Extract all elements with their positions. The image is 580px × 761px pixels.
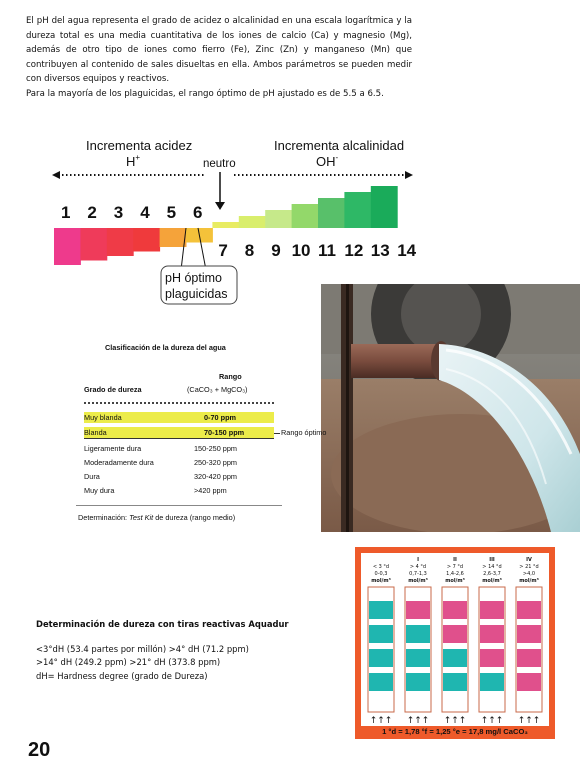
row-range: 250-320 ppm (194, 458, 238, 467)
ph-bar (212, 222, 239, 228)
acidity-ion: H+ (126, 153, 141, 169)
table-row (76, 427, 327, 439)
row-range: >420 ppm (194, 486, 227, 495)
ph-number: 14 (397, 241, 417, 260)
page-number: 20 (28, 739, 51, 761)
svg-text:mol/m³: mol/m³ (408, 578, 428, 584)
alkalinity-label: Incrementa alcalinidad (274, 138, 405, 153)
row-range: 150-250 ppm (194, 444, 238, 453)
row-grade: Muy blanda (84, 413, 122, 422)
strip-pad (369, 649, 393, 667)
svg-text:mol/m³: mol/m³ (445, 578, 465, 584)
strip-pad (443, 625, 467, 643)
strip-pad (406, 625, 430, 643)
range-formula: (CaCO₃ + MgCO₃) (187, 385, 248, 394)
intro-paragraph-2: Para la mayoría de los plaguicidas, el rango óptimo de pH ajustado es de 5.5 a 6.5. (26, 88, 384, 99)
neutral-label: neutro (203, 158, 236, 170)
strips-description (36, 618, 298, 683)
svg-text:↑↑↑: ↑↑↑ (406, 716, 430, 726)
strip-pad (406, 601, 430, 619)
svg-text:0,7-1,3: 0,7-1,3 (409, 571, 427, 577)
row-grade: Blanda (84, 428, 107, 437)
table-row (76, 412, 316, 424)
svg-text:↑↑↑: ↑↑↑ (517, 716, 541, 726)
strip-column (368, 564, 394, 726)
svg-text:↑↑↑: ↑↑↑ (480, 716, 504, 726)
svg-text:> 14 °d: > 14 °d (482, 564, 502, 570)
strip-pad (517, 601, 541, 619)
optimal-ph-label-line2: plaguicidas (165, 287, 228, 301)
ph-bar (80, 228, 107, 261)
strip-pad (443, 649, 467, 667)
ph-number: 4 (140, 203, 150, 222)
ph-scale-figure (48, 130, 418, 310)
ph-bar (133, 228, 160, 252)
svg-text:> 4 °d: > 4 °d (409, 564, 427, 570)
ph-number: 3 (113, 203, 124, 222)
strip-formula: 1 °d = 1,78 °f = 1,25 °e = 17,8 mg/l CaCO₃ (382, 727, 528, 736)
ph-numbers-acid (61, 203, 202, 222)
intro-text (26, 14, 412, 102)
ph-number: 5 (166, 203, 177, 222)
ph-bar (107, 228, 134, 256)
svg-text:> 7 °d: > 7 °d (446, 564, 464, 570)
strip-pad (517, 649, 541, 667)
row-range: 0-70 ppm (204, 413, 237, 422)
ph-number: 10 (291, 241, 311, 260)
ph-number: 9 (271, 241, 281, 260)
acidity-label: Incrementa acidez (86, 138, 193, 153)
svg-text:< 3 °d: < 3 °d (372, 564, 390, 570)
ph-number: 1 (61, 203, 71, 222)
table-row (76, 485, 316, 497)
alkalinity-ion: OH- (316, 153, 339, 169)
ph-number: 7 (218, 241, 228, 260)
ph-number: 11 (318, 241, 336, 260)
table-row (76, 471, 316, 483)
strips-line-3: dH= Hardness degree (grado de Dureza) (36, 670, 208, 681)
strip-pad (517, 673, 541, 691)
ph-number: 12 (344, 241, 364, 260)
table-divider (76, 505, 282, 506)
svg-text:IV: IV (526, 557, 532, 563)
ph-bar (54, 228, 81, 265)
strip-pad (406, 649, 430, 667)
strip-pad (480, 625, 504, 643)
svg-text:mol/m³: mol/m³ (482, 578, 502, 584)
strip-card-inner (361, 553, 549, 726)
svg-text:0-0,3: 0-0,3 (374, 571, 388, 577)
strip-pad (480, 601, 504, 619)
svg-text:II: II (453, 557, 457, 563)
ph-number: 6 (193, 203, 203, 222)
strip-pad (443, 601, 467, 619)
row-grade: Muy dura (84, 486, 115, 495)
ph-number: 8 (244, 241, 255, 260)
range-header: Rango (219, 372, 242, 381)
strip-column (405, 557, 431, 726)
table-row (76, 457, 316, 469)
table-footer: Determinación: Test Kit de dureza (rango medio) (78, 513, 236, 522)
svg-text:2,6-3,7: 2,6-3,7 (483, 571, 501, 577)
degree-header: Grado de dureza (84, 385, 142, 394)
ph-bar (239, 216, 266, 228)
water-pipe-photo (321, 284, 580, 532)
ph-bar (371, 186, 398, 228)
ph-bar (318, 198, 345, 228)
strip-pad (480, 649, 504, 667)
svg-text:>4,0: >4,0 (522, 571, 536, 577)
strips-line-1: <3°dH (53.4 partes por millón) >4° dH (71.2 ppm) (36, 644, 249, 655)
ph-bar (292, 204, 319, 228)
svg-text:I: I (417, 557, 419, 563)
strip-column (442, 557, 468, 726)
ph-bar (265, 210, 292, 228)
table-row (76, 443, 316, 455)
svg-text:1,4-2,6: 1,4-2,6 (446, 571, 464, 577)
ph-bar (160, 228, 187, 247)
hardness-table (76, 340, 327, 540)
hardness-table-title: Clasificación de la dureza del agua (105, 343, 226, 352)
row-grade: Moderadamente dura (84, 458, 154, 467)
svg-text:↑↑↑: ↑↑↑ (369, 716, 393, 726)
intro-paragraph-1: El pH del agua representa el grado de acidez o alcalinidad en una escala logarítmica y la dureza total es una media cuantitativa de los iones de calcio (Ca) y magnesio (Mg), además de otro tipo de iones como fierro (Fe), Zinc (Zn) y manganeso (Mn) que contribuyen al contenido de sales disueltas en ella. Ambos parámetros se pueden medir con diversos equipos y reactivos. (26, 16, 412, 85)
strip-pad (369, 601, 393, 619)
row-range: 70-150 ppm (204, 428, 245, 437)
row-highlight (84, 427, 274, 439)
strips-illustration (361, 553, 549, 726)
ph-numbers-alkaline (218, 241, 416, 260)
strip-column (516, 557, 542, 726)
strip-pad (480, 673, 504, 691)
ph-number: 2 (87, 203, 97, 222)
strip-pad (369, 673, 393, 691)
svg-text:↑↑↑: ↑↑↑ (443, 716, 467, 726)
row-grade: Dura (84, 472, 100, 481)
strip-pad (406, 673, 430, 691)
table-divider (84, 402, 274, 404)
strip-pad (443, 673, 467, 691)
strip-pad (517, 625, 541, 643)
optimal-note: Rango óptimo (281, 428, 327, 437)
optimal-note-line (274, 433, 280, 434)
aquadur-strip-card (355, 547, 555, 739)
strip-column (479, 557, 505, 726)
svg-text:mol/m³: mol/m³ (371, 578, 391, 584)
svg-text:> 21 °d: > 21 °d (519, 564, 539, 570)
strips-heading: Determinación de dureza con tiras reactivas Aquadur (36, 619, 289, 629)
row-range: 320-420 ppm (194, 472, 238, 481)
strips-line-2: >14° dH (249.2 ppm) >21° dH (373.8 ppm) (36, 657, 221, 668)
svg-text:mol/m³: mol/m³ (519, 578, 539, 584)
strip-pad (369, 625, 393, 643)
ph-number: 13 (370, 241, 390, 260)
row-grade: Ligeramente dura (84, 444, 142, 453)
svg-text:III: III (489, 557, 495, 563)
optimal-ph-label-line1: pH óptimo (165, 271, 222, 285)
ph-bar (344, 192, 371, 228)
